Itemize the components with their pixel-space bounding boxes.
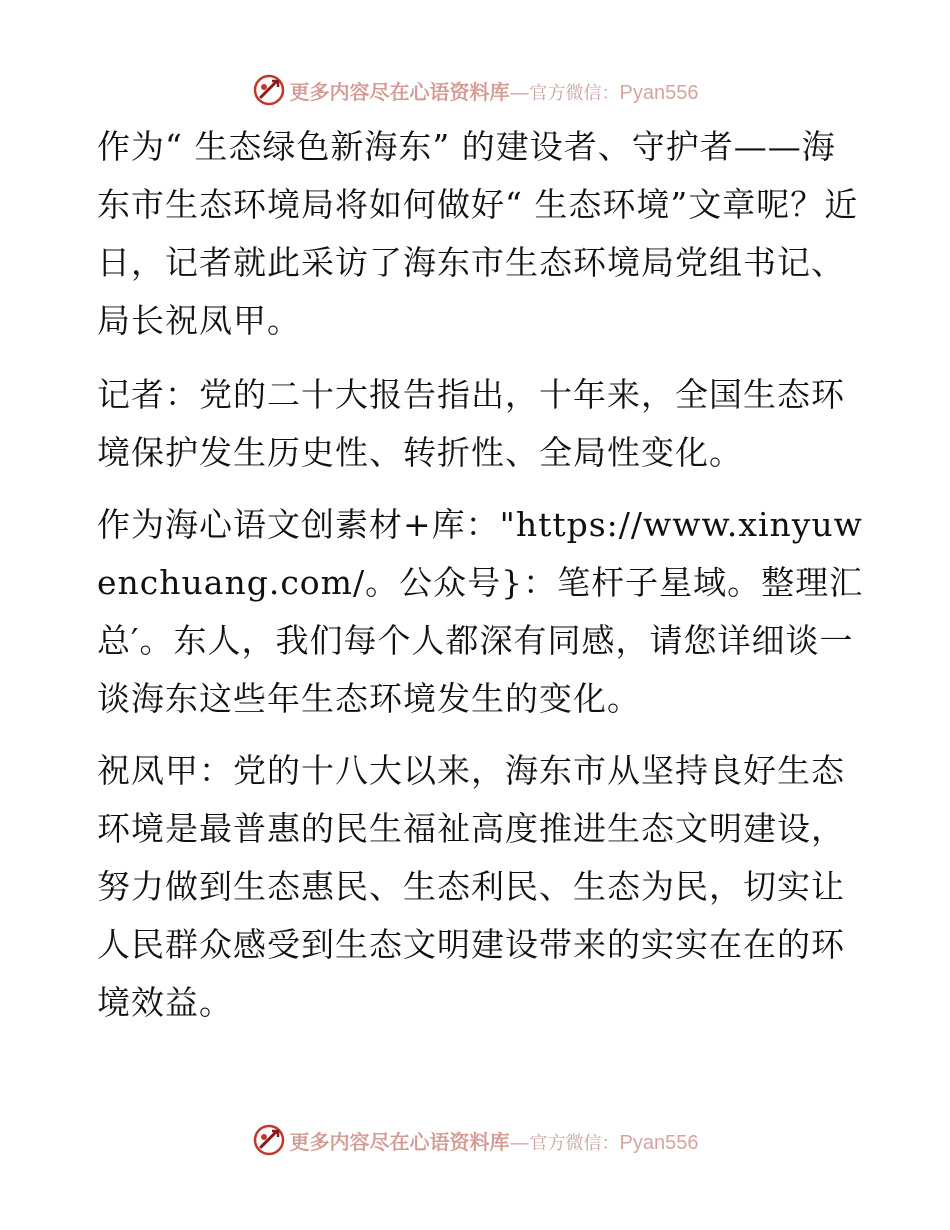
watermark-label: 官方微信： [529, 1132, 620, 1154]
watermark-wechat-id: Pyan556 [619, 1131, 699, 1154]
brand-logo-icon [252, 1123, 286, 1157]
watermark-separator: — [509, 79, 530, 104]
header-watermark [0, 70, 950, 110]
paragraph-reporter-question: 记者：党的二十大报告指出，十年来，全国生态环境保护发生历史性、转折性、全局性变化。 [97, 375, 845, 472]
watermark-text: 更多内容尽在心语资料库 [289, 1129, 510, 1154]
paragraph-answer: 祝凤甲：党的十八大以来，海东市从坚持良好生态环境是最普惠的民生福祉高度推进生态文明建设，努力做到生态惠民、生态利民、生态为民，切实让人民群众感受到生态文明建设带来的实实在在的环境效益。 [97, 751, 845, 1022]
footer-watermark [0, 1120, 950, 1160]
watermark-separator: — [509, 1129, 530, 1154]
watermark-text: 更多内容尽在心语资料库 [289, 79, 510, 104]
brand-logo-icon [252, 73, 286, 107]
watermark-label: 官方微信： [529, 82, 620, 104]
paragraph-intro: 作为“ 生态绿色新海东” 的建设者、守护者——海东市生态环境局将如何做好“ 生态环境”文章呢？近日，记者就此采访了海东市生态环境局党组书记、局长祝凤甲。 [97, 127, 859, 340]
paragraph-question-continued: 作为海心语文创素材+库："https://www.xinyuwenchuang.com/。公众号}：笔杆子星域。整理汇总′。东人，我们每个人都深有同感，请您详细谈一谈海东这些年生态环境发生的变化。 [97, 505, 864, 718]
article-body [97, 118, 867, 1046]
watermark-wechat-id: Pyan556 [619, 81, 699, 104]
